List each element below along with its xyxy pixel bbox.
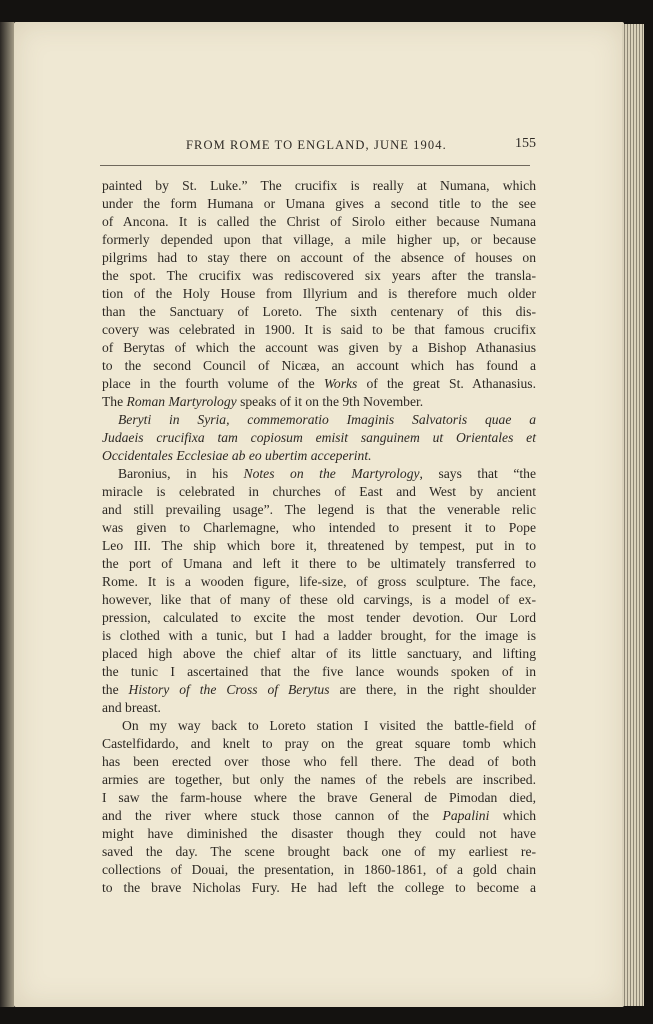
page-header	[100, 136, 536, 158]
text-line: pilgrims had to stay there on account of the absence of houses on	[102, 250, 536, 265]
text-line: the History of the Cross of Berytus are there, in the right shoulder	[102, 682, 536, 697]
text-line: the port of Umana and left it there to be ultimately transferred to	[102, 556, 536, 571]
text-line: under the form Humana or Umana gives a second title to the see	[102, 196, 536, 211]
text-line: and breast.	[102, 700, 161, 715]
text-line: armies are together, but only the names of the rebels are inscribed.	[102, 772, 536, 787]
text-line: Beryti in Syria, commemoratio Imaginis Salvatoris quae a	[118, 412, 536, 427]
text-line: is clothed with a tunic, but I had a ladder brought, for the image is	[102, 628, 536, 643]
text-line: than the Sanctuary of Loreto. The sixth centenary of this dis-	[102, 304, 536, 319]
text-line: The Roman Martyrology speaks of it on the 9th November.	[102, 394, 424, 409]
text-line: placed high above the chief altar of its little sanctuary, and lifting	[102, 646, 536, 661]
text-line: and the river where stuck those cannon of the Papalini which	[102, 808, 537, 823]
text-line: pression, calculated to excite the most tender devotion. Our Lord	[102, 610, 536, 625]
text-line: the spot. The crucifix was rediscovered six years after the transla-	[102, 268, 536, 283]
book-gutter	[0, 22, 14, 1007]
text-line: however, like that of many of these old carvings, is a model of ex-	[102, 592, 536, 607]
text-line: and still prevailing usage”. The legend is that the venerable relic	[102, 502, 536, 517]
text-line: painted by St. Luke.” The crucifix is really at Numana, which	[102, 178, 536, 193]
text-line: Judaeis crucifixa tam copiosum emisit sanguinem ut Orientales et	[102, 430, 536, 445]
text-line: saved the day. The scene brought back one of my earliest re-	[102, 844, 536, 859]
text-line: was given to Charlemagne, who intended to present it to Pope	[102, 520, 536, 535]
text-line: Leo III. The ship which bore it, threatened by tempest, put in to	[102, 538, 536, 553]
text-line: On my way back to Loreto station I visited the battle-field of	[122, 718, 536, 733]
text-line: of Berytas of which the account was given by a Bishop Athanasius	[102, 340, 536, 355]
text-line: to the second Council of Nicæa, an account which has found a	[102, 358, 536, 373]
text-line: I saw the farm-house where the brave General de Pimodan died,	[102, 790, 536, 805]
text-line: has been erected over those who fell there. The dead of both	[102, 754, 536, 769]
text-line: the tunic I ascertained that the five lance wounds spoken of in	[102, 664, 536, 679]
text-line: formerly depended upon that village, a mile higher up, or because	[102, 232, 536, 247]
body-text	[102, 177, 536, 897]
text-line: collections of Douai, the presentation, in 1860-1861, of a gold chain	[102, 862, 536, 877]
text-line: to the brave Nicholas Fury. He had left the college to become a	[102, 880, 536, 895]
running-title: FROM ROME TO ENGLAND, JUNE 1904.	[186, 138, 447, 152]
page-number: 155	[515, 136, 536, 151]
text-line: Occidentales Ecclesiae ab eo ubertim acceperint.	[102, 448, 372, 463]
text-line: of Ancona. It is called the Christ of Sirolo either because Numana	[102, 214, 536, 229]
text-line: Baronius, in his Notes on the Martyrology, says that “the	[118, 466, 536, 481]
text-line: might have diminished the disaster though they could not have	[102, 826, 536, 841]
text-line: Castelfidardo, and knelt to pray on the great square tomb which	[102, 736, 536, 751]
page-edges	[622, 24, 644, 1006]
text-line: miracle is celebrated in churches of East and West by ancient	[102, 484, 536, 499]
text-line: tion of the Holy House from Illyrium and is therefore much older	[102, 286, 536, 301]
text-line: Rome. It is a wooden figure, life-size, of gross sculpture. The face,	[102, 574, 536, 589]
text-line: covery was celebrated in 1900. It is said to be that famous crucifix	[102, 322, 536, 337]
text-line: place in the fourth volume of the Works of the great St. Athanasius.	[102, 376, 536, 391]
header-rule	[100, 165, 530, 166]
